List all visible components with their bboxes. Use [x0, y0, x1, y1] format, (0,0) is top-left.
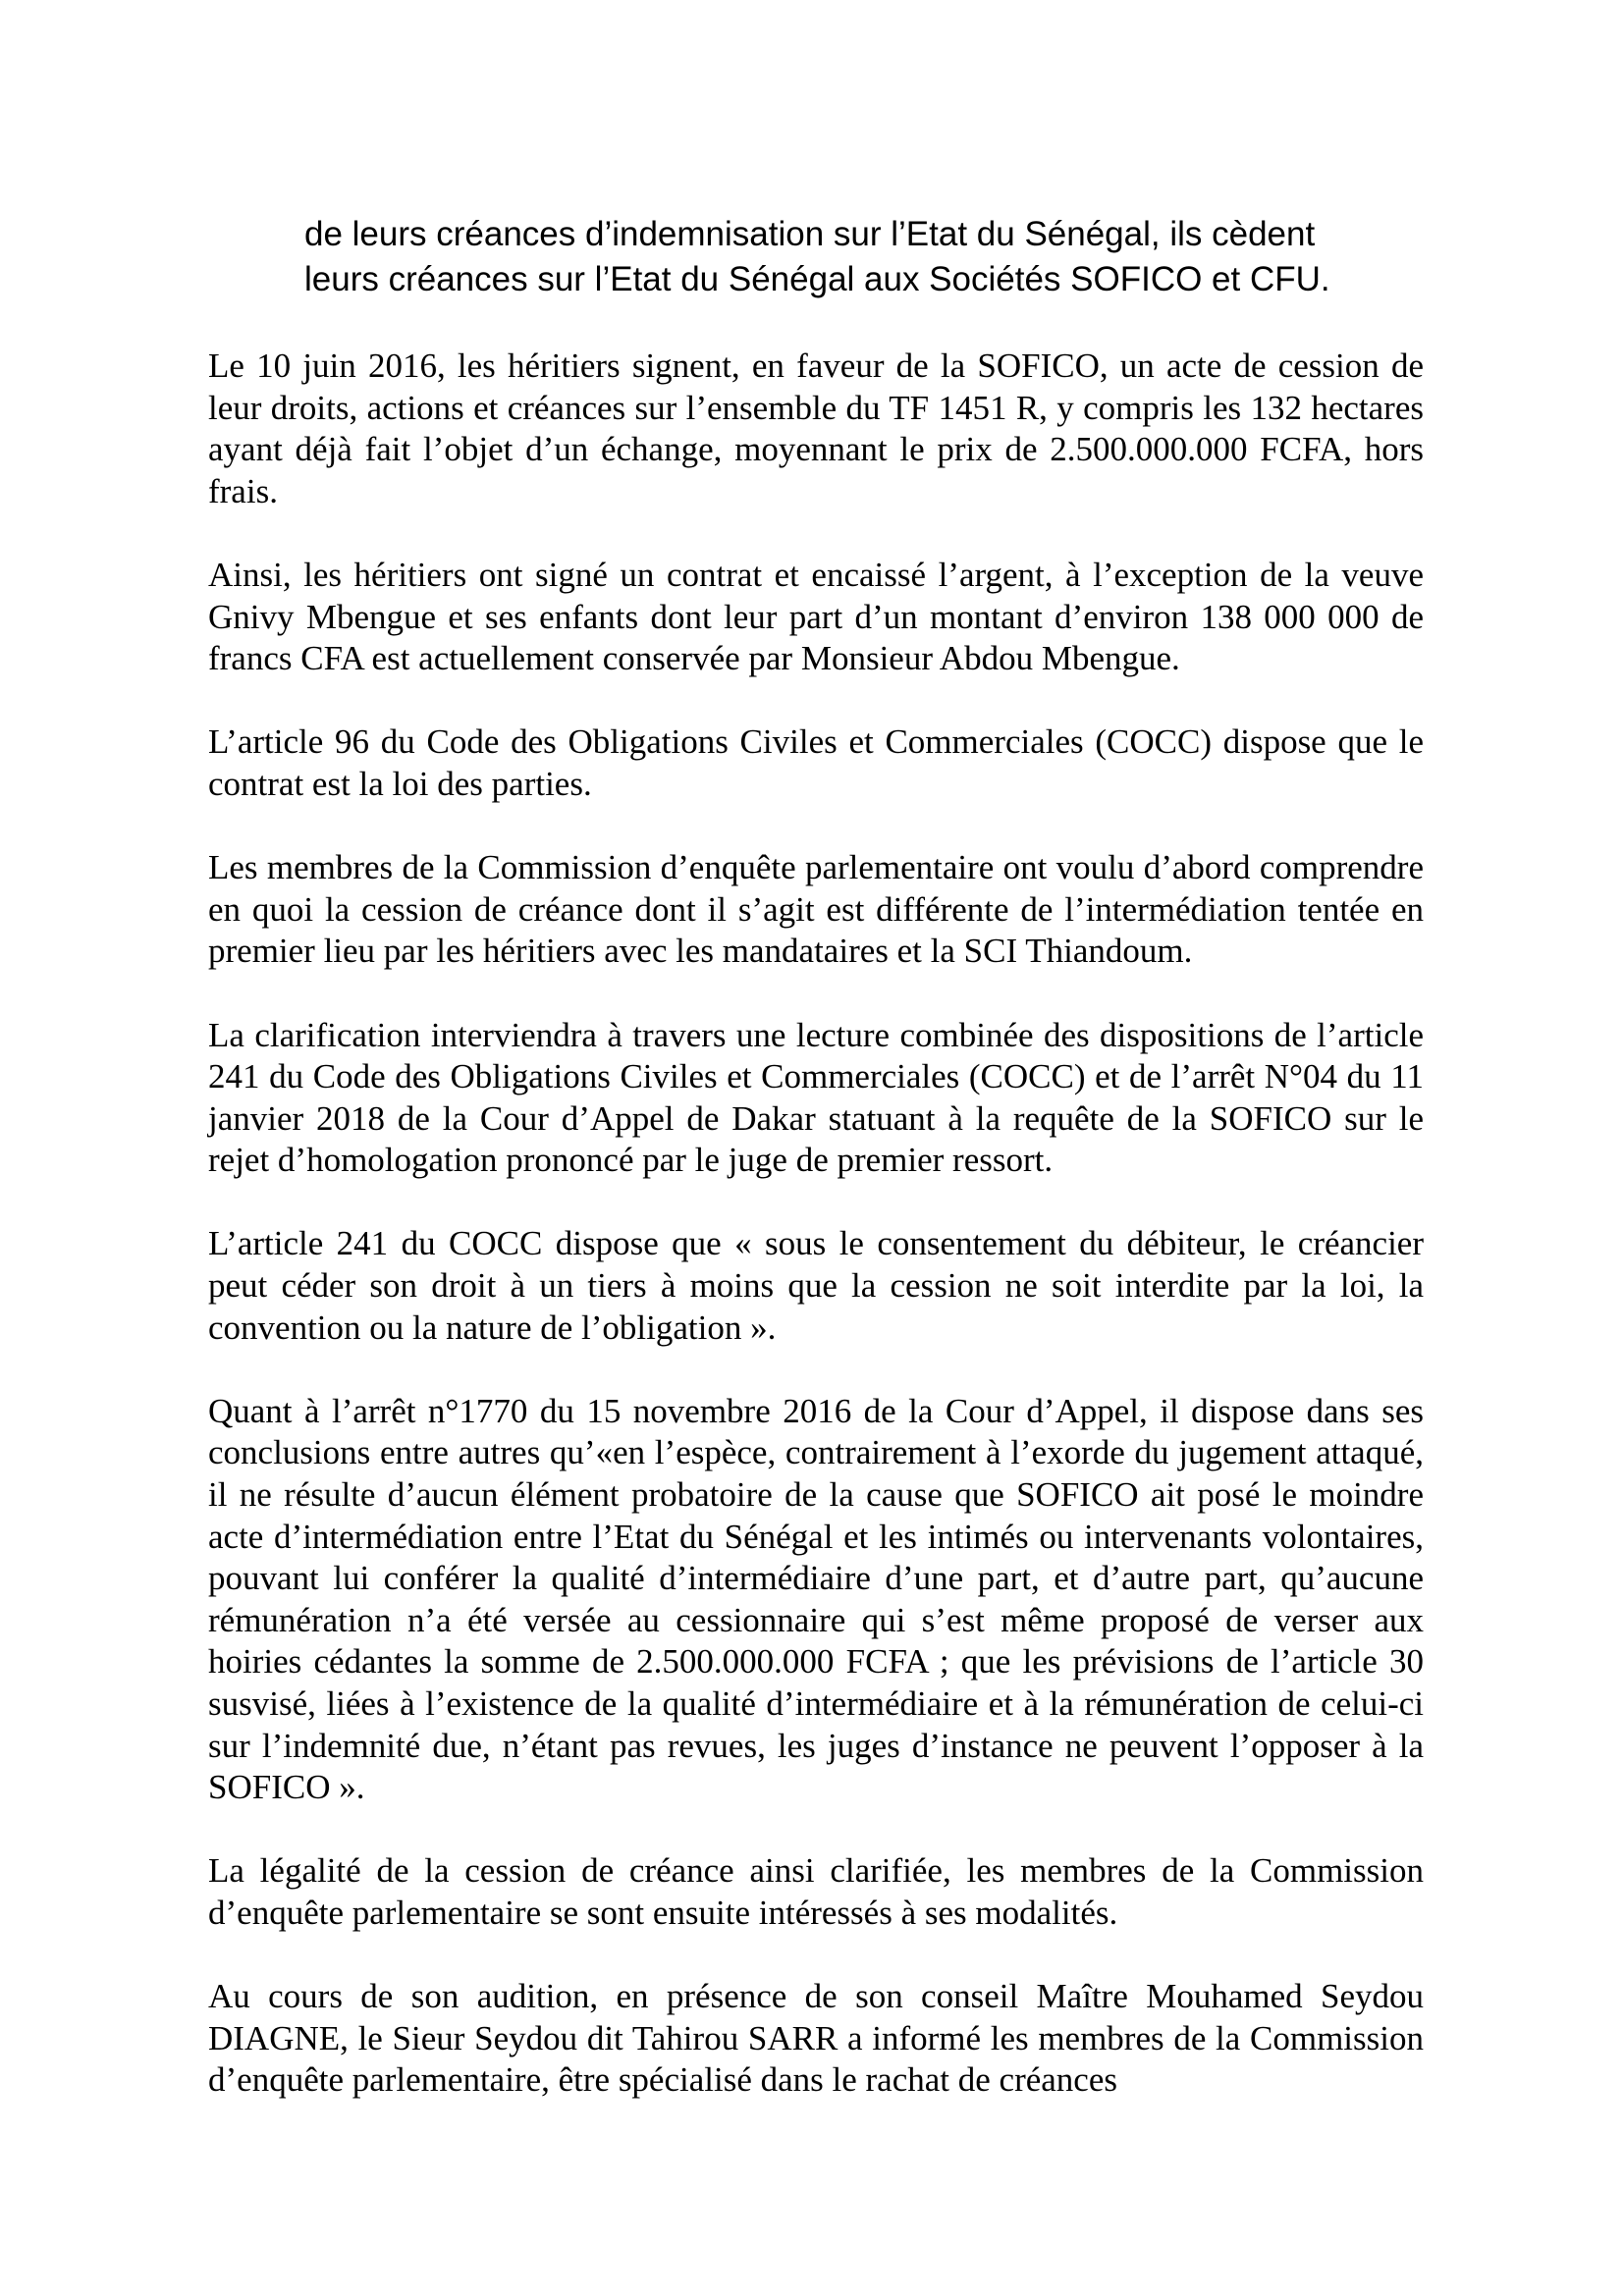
- lead-paragraph: [304, 212, 1434, 302]
- body-text: [208, 346, 1424, 2144]
- paragraph-arret-1770: Quant à l’arrêt n°1770 du 15 novembre 2016 de la Cour d’Appel, il dispose dans ses conclusions entre autres qu’«en l’espèce, contrairement à l’exorde du jugement attaqué, il ne résulte d’aucun élément probatoire de la cause que SOFICO ait posé le moindre acte d’intermédiation entre l’Etat du Sénégal et les intimés ou intervenants volontaires, pouvant lui conférer la qualité d’intermédiaire d’une part, et d’autre part, qu’aucune rémunération n’a été versée au cessionnaire qui s’est même proposé de verser aux hoiries cédantes la somme de 2.500.000.000 FCFA ; que les prévisions de l’article 30 susvisé, liées à l’existence de la qualité d’intermédiaire et à la rémunération de celui-ci sur l’indemnité due, n’étant pas revues, les juges d’instance ne peuvent l’opposer à la SOFICO ».: [208, 1391, 1424, 1807]
- paragraph-article-241: L’article 241 du COCC dispose que « sous le consentement du débiteur, le créancier peut céder son droit à un tiers à moins que la cession ne soit interdite par la loi, la convention ou la nature de l’obligation ».: [208, 1224, 1424, 1347]
- paragraph-legalite: La légalité de la cession de créance ainsi clarifiée, les membres de la Commission d’enquête parlementaire se sont ensuite intéressés à ses modalités.: [208, 1851, 1424, 1932]
- paragraph-article-96: L’article 96 du Code des Obligations Civiles et Commerciales (COCC) dispose que le contrat est la loi des parties.: [208, 722, 1424, 803]
- paragraph-clarification: La clarification interviendra à travers une lecture combinée des dispositions de l’article 241 du Code des Obligations Civiles et Commerciales (COCC) et de l’arrêt N°04 du 11 janvier 2018 de la Cour d’Appel de Dakar statuant à la requête de la SOFICO sur le rejet d’homologation prononcé par le juge de premier ressort.: [208, 1015, 1424, 1180]
- paragraph-cession-10-juin: Le 10 juin 2016, les héritiers signent, en faveur de la SOFICO, un acte de cession de leur droits, actions et créances sur l’ensemble du TF 1451 R, y compris les 132 hectares ayant déjà fait l’objet d’un échange, moyennant le prix de 2.500.000.000 FCFA, hors frais.: [208, 347, 1424, 510]
- paragraph-commission-comprendre: Les membres de la Commission d’enquête parlementaire ont voulu d’abord comprendre en quoi la cession de créance dont il s’agit est différente de l’intermédiation tentée en premier lieu par les héritiers avec les mandataires et la SCI Thiandoum.: [208, 848, 1424, 971]
- lead-line-2: leurs créances sur l’Etat du Sénégal aux Sociétés SOFICO et CFU.: [304, 260, 1330, 298]
- paragraph-audition: Au cours de son audition, en présence de son conseil Maître Mouhamed Seydou DIAGNE, le Sieur Seydou dit Tahirou SARR a informé les membres de la Commission d’enquête parlementaire, être spécialisé dans le rachat de créances: [208, 1977, 1424, 2100]
- lead-line-1: de leurs créances d’indemnisation sur l’Etat du Sénégal, ils cèdent: [304, 215, 1316, 253]
- paragraph-heritiers-contrat: Ainsi, les héritiers ont signé un contrat et encaissé l’argent, à l’exception de la veuve Gnivy Mbengue et ses enfants dont leur part d’un montant d’environ 138 000 000 de francs CFA est actuellement conservée par Monsieur Abdou Mbengue.: [208, 555, 1424, 678]
